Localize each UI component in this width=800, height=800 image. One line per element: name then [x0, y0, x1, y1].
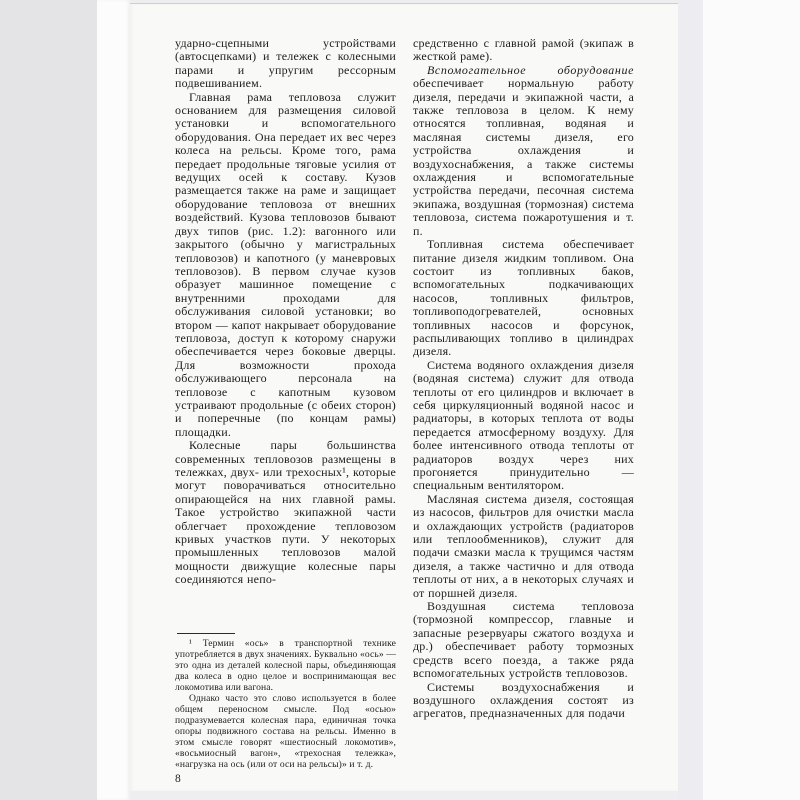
footnote-block	[175, 633, 396, 770]
text-column-left	[175, 37, 396, 785]
page-right-edge-shadow	[678, 0, 703, 800]
page-number: 8	[175, 773, 181, 785]
italic-term: Вспомогательное оборудование	[427, 62, 634, 77]
footnote-paragraph: Однако часто это слово используется в более общем переносном смысле. Под «осью» подразумевается колесная пара, единичная точка опоры подвижного состава на рельсы. Именно в этом смысле говорят «шестиосный локомотив», «восьмиосный вагон», «трехосная тележка», «нагрузка на ось (или от оси на рельсы)» и т. д.	[175, 693, 396, 770]
paragraph-fuel-system: Топливная система обеспечивает питание дизеля жидким топливом. Она состоит из топливных баков, вспомогательных подкачивающих насосов, топливных фильтров, топливоподогревателей, основных топливных насосов и форсунок, распыливающих топливо в цилиндрах дизеля.	[413, 237, 634, 359]
paragraph-continuation: средственно с главной рамой (экипаж в жесткой раме).	[413, 36, 634, 64]
paragraph-main-frame: Главная рама тепловоза служит основанием для размещения силовой установки и вспомогательного оборудования. Она передает их вес через колеса на рельсы. Кроме того, рама передает продольные тяговые усилия от ведущих осей к составу. Кузов размещается также на раме и защищает оборудование тепловоза от внешних воздействий. Кузова тепловозов бывают двух типов (рис. 1.2): вагонного или закрытого (обычно у магистральных тепловозов) и капотного (у маневровых тепловозов). В первом случае кузов образует машинное помещение с внутренними проходами для обслуживания силовой установки; во втором — капот накрывает оборудование тепловоза, доступ к которому снаружи обеспечивается через боковые дверцы. Для возможности прохода обслуживающего персонала на тепловозе с капотным кузовом устраивают продольные (с обеих сторон) и поперечные (по концам рамы) площадки.	[175, 89, 396, 439]
book-page	[130, 3, 678, 791]
scan-background-right	[703, 0, 800, 800]
text-column-right	[413, 37, 634, 785]
two-column-text-block	[175, 37, 634, 785]
paragraph-continuation: ударно-сцепными устройствами (автосцепками) и тележек с колесными парами и упругим рессорным подвешиванием.	[175, 36, 396, 91]
scan-background-left-band	[0, 0, 97, 800]
paragraph-air-supply: Системы воздухоснабжения и воздушного охлаждения состоят из агрегатов, предназначенных для подачи	[413, 679, 634, 721]
footnote-paragraph: ¹ Термин «ось» в транспортной технике употребляется в двух значениях. Буквально «ось» — это одна из деталей колесной пары, объединяющая два колеса в одно целое и воспринимающая вес локомотива или вагона.	[175, 638, 396, 693]
paragraph-air-system: Воздушная система тепловоза (тормозной компрессор, главные и запасные резервуары сжатого воздуха и др.) обеспечивает работу тормозных средств всего поезда, а также ряда вспомогательных устройств тепловозов.	[413, 599, 634, 681]
paragraph-text: обеспечивает нормальную работу дизеля, передачи и экипажной части, а также тепловоза в целом. К нему относятся топливная, водяная и масляная системы дизеля, его устройства охлаждения и воздухоснабжения, а также системы охлаждения и вспомогательные устройства передачи, песочная система экипажа, воздушная (тормозная) система тепловоза, система пожаротушения и т. п.	[413, 76, 634, 238]
paragraph-wheelsets: Колесные пары большинства современных тепловозов размещены в тележках, двух- или трехосных¹, которые могут поворачиваться относительно опирающейся на них главной рамы. Такое устройство экипажной части облегчает прохождение тепловозом кривых участков пути. У некоторых промышленных тепловозов малой мощности движущие колесные пары соединяются непо-	[175, 438, 396, 587]
paragraph-water-cooling: Система водяного охлаждения дизеля (водяная система) служит для отвода теплоты от его цилиндров и включает в себя циркуляционный водяной насос и радиаторы, в которых теплота от воды передается атмосферному воздуху. Для более интенсивного отвода теплоты от радиаторов воздух через них прогоняется принудительно — специальным вентилятором.	[413, 357, 634, 493]
page-edge-strip	[97, 0, 130, 800]
paragraph-auxiliary-equipment	[413, 64, 634, 238]
footnote-separator-rule	[177, 633, 235, 634]
paragraph-oil-system: Масляная система дизеля, состоящая из насосов, фильтров для очистки масла и охлаждающих устройств (радиаторов или теплообменников), служит для подачи смазки масла к трущимся частям дизеля, а также частично и для отвода теплоты от них, а в некоторых случаях и от поршней дизеля.	[413, 491, 634, 600]
